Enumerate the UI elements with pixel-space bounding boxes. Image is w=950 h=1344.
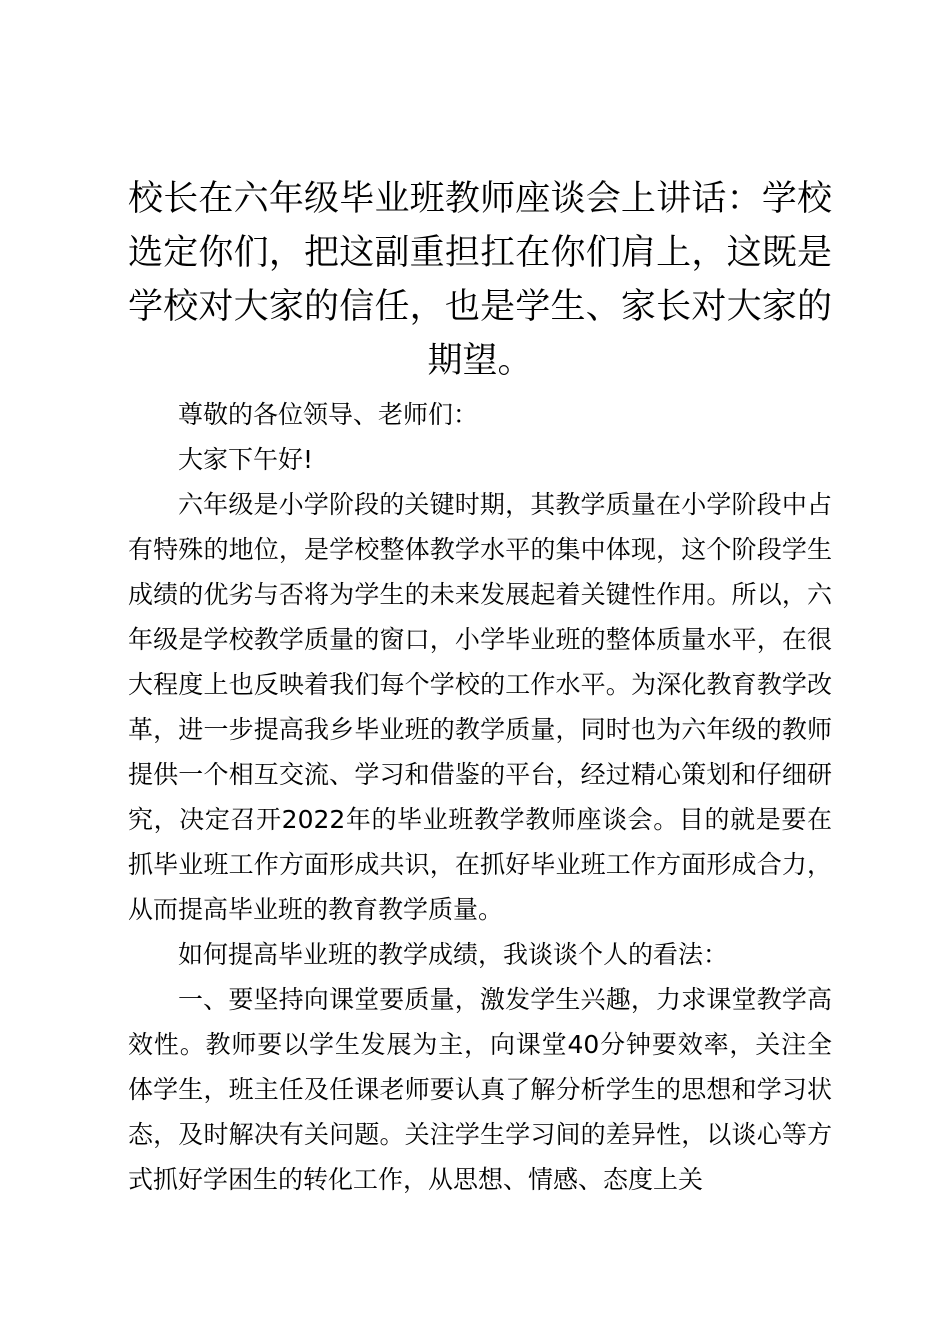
body-paragraph: 六年级是小学阶段的关键时期，其教学质量在小学阶段中占有特殊的地位，是学校整体教学水平的集中体现，这个阶段学生成绩的优劣与否将为学生的未来发展起着关键性作用。所以，六年级是学校教学质量的窗口，小学毕业班的整体质量水平，在很大程度上也反映着我们每个学校的工作水平。为深化教育教学改革，进一步提高我乡毕业班的教学质量，同时也为六年级的教师提供一个相互交流、学习和借鉴的平台，经过精心策划和仔细研究，决定召开2022年的毕业班教学教师座谈会。目的就是要在抓毕业班工作方面形成共识，在抓好毕业班工作方面形成合力，从而提高毕业班的教育教学质量。 [128,490,832,924]
document-page [128,172,832,1202]
salutation: 尊敬的各位领导、老师们： [178,400,479,429]
greeting: 大家下午好! [178,445,314,474]
document-body [128,392,832,1202]
document-title: 校长在六年级毕业班教师座谈会上讲话：学校选定你们，把这副重担扛在你们肩上，这既是学校对大家的信任，也是学生、家长对大家的期望。 [128,179,832,381]
body-paragraph: 如何提高毕业班的教学成绩，我谈谈个人的看法： [178,940,729,969]
body-paragraph: 一、要坚持向课堂要质量，激发学生兴趣，力求课堂教学高效性。教师要以学生发展为主，向课堂40分钟要效率，关注全体学生，班主任及任课老师要认真了解分析学生的思想和学习状态，及时解决有关问题。关注学生学习间的差异性，以谈心等方式抓好学困生的转化工作，从思想、情感、态度上关 [128,985,832,1194]
